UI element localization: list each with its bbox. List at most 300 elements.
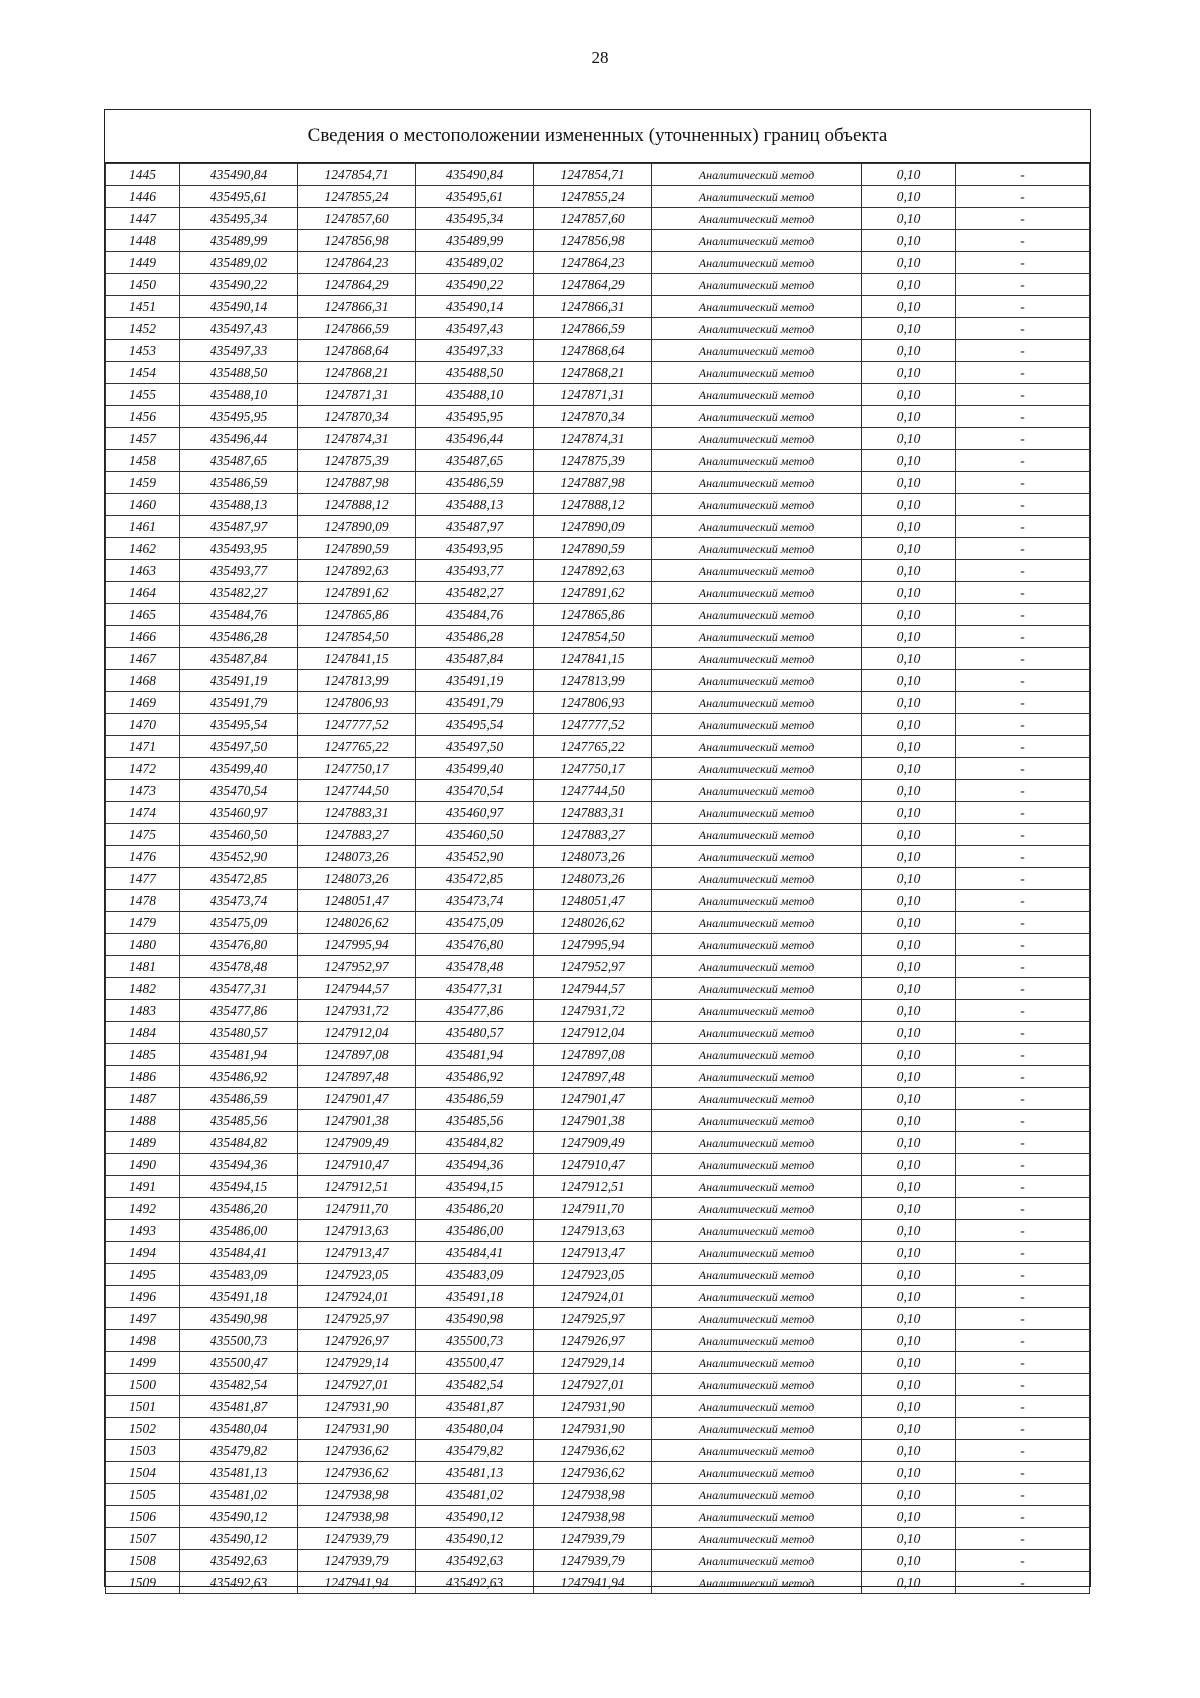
precision-cell: 0,10 [862,670,956,692]
method-cell: Аналитический метод [652,296,862,318]
method-cell: Аналитический метод [652,1110,862,1132]
method-cell: Аналитический метод [652,516,862,538]
y-old-cell: 1247765,22 [298,736,416,758]
precision-cell: 0,10 [862,384,956,406]
table-body [106,164,1090,1594]
description-cell: - [956,1308,1090,1330]
x-old-cell: 435487,65 [180,450,298,472]
table-row [106,340,1090,362]
precision-cell: 0,10 [862,714,956,736]
x-old-cell: 435490,14 [180,296,298,318]
y-new-cell: 1247890,09 [534,516,652,538]
y-new-cell: 1247871,31 [534,384,652,406]
point-number-cell: 1456 [106,406,180,428]
y-old-cell: 1247864,23 [298,252,416,274]
y-new-cell: 1247868,21 [534,362,652,384]
description-cell: - [956,340,1090,362]
x-new-cell: 435487,84 [416,648,534,670]
point-number-cell: 1493 [106,1220,180,1242]
precision-cell: 0,10 [862,912,956,934]
point-number-cell: 1507 [106,1528,180,1550]
precision-cell: 0,10 [862,1484,956,1506]
description-cell: - [956,824,1090,846]
precision-cell: 0,10 [862,1132,956,1154]
x-new-cell: 435495,61 [416,186,534,208]
description-cell: - [956,1132,1090,1154]
y-old-cell: 1247944,57 [298,978,416,1000]
precision-cell: 0,10 [862,648,956,670]
x-old-cell: 435480,57 [180,1022,298,1044]
table-row [106,758,1090,780]
method-cell: Аналитический метод [652,626,862,648]
y-old-cell: 1247941,94 [298,1572,416,1594]
point-number-cell: 1488 [106,1110,180,1132]
description-cell: - [956,1220,1090,1242]
x-old-cell: 435486,28 [180,626,298,648]
y-old-cell: 1247865,86 [298,604,416,626]
table-row [106,648,1090,670]
y-new-cell: 1247866,59 [534,318,652,340]
description-cell: - [956,516,1090,538]
y-new-cell: 1247909,49 [534,1132,652,1154]
method-cell: Аналитический метод [652,1440,862,1462]
x-old-cell: 435484,82 [180,1132,298,1154]
point-number-cell: 1484 [106,1022,180,1044]
table-row [106,494,1090,516]
point-number-cell: 1448 [106,230,180,252]
method-cell: Аналитический метод [652,1528,862,1550]
method-cell: Аналитический метод [652,824,862,846]
y-new-cell: 1247883,31 [534,802,652,824]
y-old-cell: 1247938,98 [298,1484,416,1506]
x-old-cell: 435493,95 [180,538,298,560]
y-old-cell: 1247866,59 [298,318,416,340]
precision-cell: 0,10 [862,1396,956,1418]
point-number-cell: 1469 [106,692,180,714]
table-row [106,208,1090,230]
x-new-cell: 435480,04 [416,1418,534,1440]
table-row [106,538,1090,560]
x-old-cell: 435479,82 [180,1440,298,1462]
table-caption: Сведения о местоположении измененных (уточненных) границ объекта [105,110,1090,163]
point-number-cell: 1470 [106,714,180,736]
y-new-cell: 1248051,47 [534,890,652,912]
x-old-cell: 435486,00 [180,1220,298,1242]
y-new-cell: 1247890,59 [534,538,652,560]
precision-cell: 0,10 [862,164,956,186]
table-row [106,1484,1090,1506]
point-number-cell: 1492 [106,1198,180,1220]
point-number-cell: 1496 [106,1286,180,1308]
precision-cell: 0,10 [862,868,956,890]
method-cell: Аналитический метод [652,560,862,582]
table-row [106,626,1090,648]
table-row [106,472,1090,494]
description-cell: - [956,846,1090,868]
method-cell: Аналитический метод [652,648,862,670]
y-new-cell: 1247931,90 [534,1418,652,1440]
precision-cell: 0,10 [862,450,956,472]
y-old-cell: 1247871,31 [298,384,416,406]
precision-cell: 0,10 [862,1528,956,1550]
y-new-cell: 1247912,04 [534,1022,652,1044]
x-new-cell: 435492,63 [416,1572,534,1594]
table-row [106,1418,1090,1440]
point-number-cell: 1464 [106,582,180,604]
y-old-cell: 1248051,47 [298,890,416,912]
method-cell: Аналитический метод [652,384,862,406]
y-new-cell: 1247875,39 [534,450,652,472]
precision-cell: 0,10 [862,1418,956,1440]
description-cell: - [956,1396,1090,1418]
table-row [106,604,1090,626]
y-new-cell: 1247901,47 [534,1088,652,1110]
x-old-cell: 435475,09 [180,912,298,934]
y-new-cell: 1247874,31 [534,428,652,450]
point-number-cell: 1460 [106,494,180,516]
method-cell: Аналитический метод [652,318,862,340]
y-new-cell: 1248073,26 [534,868,652,890]
method-cell: Аналитический метод [652,692,862,714]
table-row [106,1176,1090,1198]
table-row [106,956,1090,978]
precision-cell: 0,10 [862,824,956,846]
x-old-cell: 435480,04 [180,1418,298,1440]
precision-cell: 0,10 [862,230,956,252]
y-new-cell: 1247855,24 [534,186,652,208]
y-new-cell: 1247913,63 [534,1220,652,1242]
x-new-cell: 435490,14 [416,296,534,318]
table-row [106,252,1090,274]
x-old-cell: 435490,12 [180,1506,298,1528]
description-cell: - [956,296,1090,318]
point-number-cell: 1458 [106,450,180,472]
x-new-cell: 435488,13 [416,494,534,516]
x-old-cell: 435489,99 [180,230,298,252]
x-old-cell: 435473,74 [180,890,298,912]
x-new-cell: 435489,99 [416,230,534,252]
description-cell: - [956,274,1090,296]
x-old-cell: 435490,12 [180,1528,298,1550]
precision-cell: 0,10 [862,340,956,362]
table-row [106,1110,1090,1132]
y-old-cell: 1248026,62 [298,912,416,934]
method-cell: Аналитический метод [652,1352,862,1374]
x-old-cell: 435488,10 [180,384,298,406]
point-number-cell: 1457 [106,428,180,450]
description-cell: - [956,912,1090,934]
point-number-cell: 1479 [106,912,180,934]
y-new-cell: 1247931,72 [534,1000,652,1022]
y-new-cell: 1247938,98 [534,1506,652,1528]
x-old-cell: 435488,13 [180,494,298,516]
precision-cell: 0,10 [862,1572,956,1594]
y-old-cell: 1247857,60 [298,208,416,230]
x-old-cell: 435460,97 [180,802,298,824]
table-row [106,384,1090,406]
point-number-cell: 1463 [106,560,180,582]
table-row [106,1308,1090,1330]
description-cell: - [956,318,1090,340]
method-cell: Аналитический метод [652,604,862,626]
method-cell: Аналитический метод [652,494,862,516]
x-new-cell: 435477,31 [416,978,534,1000]
table-row [106,802,1090,824]
y-old-cell: 1247875,39 [298,450,416,472]
y-new-cell: 1247927,01 [534,1374,652,1396]
precision-cell: 0,10 [862,186,956,208]
description-cell: - [956,1198,1090,1220]
y-new-cell: 1247750,17 [534,758,652,780]
y-old-cell: 1247868,64 [298,340,416,362]
y-new-cell: 1247911,70 [534,1198,652,1220]
method-cell: Аналитический метод [652,582,862,604]
method-cell: Аналитический метод [652,1022,862,1044]
precision-cell: 0,10 [862,1440,956,1462]
description-cell: - [956,1242,1090,1264]
description-cell: - [956,1572,1090,1594]
method-cell: Аналитический метод [652,428,862,450]
x-new-cell: 435477,86 [416,1000,534,1022]
description-cell: - [956,1286,1090,1308]
y-new-cell: 1247938,98 [534,1484,652,1506]
x-old-cell: 435489,02 [180,252,298,274]
y-new-cell: 1247901,38 [534,1110,652,1132]
point-number-cell: 1455 [106,384,180,406]
y-old-cell: 1247952,97 [298,956,416,978]
description-cell: - [956,362,1090,384]
y-old-cell: 1247931,90 [298,1396,416,1418]
y-old-cell: 1247890,09 [298,516,416,538]
precision-cell: 0,10 [862,934,956,956]
y-new-cell: 1247925,97 [534,1308,652,1330]
precision-cell: 0,10 [862,1000,956,1022]
x-old-cell: 435477,31 [180,978,298,1000]
y-new-cell: 1247929,14 [534,1352,652,1374]
table-row [106,670,1090,692]
point-number-cell: 1489 [106,1132,180,1154]
point-number-cell: 1480 [106,934,180,956]
y-new-cell: 1247892,63 [534,560,652,582]
precision-cell: 0,10 [862,626,956,648]
y-new-cell: 1247870,34 [534,406,652,428]
x-old-cell: 435491,18 [180,1286,298,1308]
y-new-cell: 1247926,97 [534,1330,652,1352]
precision-cell: 0,10 [862,692,956,714]
method-cell: Аналитический метод [652,780,862,802]
x-new-cell: 435473,74 [416,890,534,912]
description-cell: - [956,802,1090,824]
precision-cell: 0,10 [862,582,956,604]
precision-cell: 0,10 [862,472,956,494]
x-new-cell: 435484,76 [416,604,534,626]
x-new-cell: 435488,50 [416,362,534,384]
method-cell: Аналитический метод [652,1066,862,1088]
y-new-cell: 1247924,01 [534,1286,652,1308]
description-cell: - [956,252,1090,274]
precision-cell: 0,10 [862,780,956,802]
precision-cell: 0,10 [862,406,956,428]
description-cell: - [956,1528,1090,1550]
y-new-cell: 1247923,05 [534,1264,652,1286]
method-cell: Аналитический метод [652,846,862,868]
y-new-cell: 1247944,57 [534,978,652,1000]
x-new-cell: 435484,82 [416,1132,534,1154]
method-cell: Аналитический метод [652,802,862,824]
y-old-cell: 1247910,47 [298,1154,416,1176]
y-old-cell: 1247939,79 [298,1550,416,1572]
x-old-cell: 435494,15 [180,1176,298,1198]
x-new-cell: 435486,20 [416,1198,534,1220]
precision-cell: 0,10 [862,1198,956,1220]
precision-cell: 0,10 [862,274,956,296]
description-cell: - [956,472,1090,494]
method-cell: Аналитический метод [652,406,862,428]
precision-cell: 0,10 [862,604,956,626]
precision-cell: 0,10 [862,1286,956,1308]
y-old-cell: 1247744,50 [298,780,416,802]
point-number-cell: 1447 [106,208,180,230]
x-new-cell: 435495,95 [416,406,534,428]
x-new-cell: 435491,79 [416,692,534,714]
point-number-cell: 1461 [106,516,180,538]
x-old-cell: 435486,92 [180,1066,298,1088]
x-new-cell: 435496,44 [416,428,534,450]
x-old-cell: 435497,33 [180,340,298,362]
description-cell: - [956,560,1090,582]
table-row [106,846,1090,868]
x-new-cell: 435482,27 [416,582,534,604]
precision-cell: 0,10 [862,1110,956,1132]
y-old-cell: 1247855,24 [298,186,416,208]
point-number-cell: 1490 [106,1154,180,1176]
table-row [106,1198,1090,1220]
x-new-cell: 435481,94 [416,1044,534,1066]
point-number-cell: 1473 [106,780,180,802]
x-old-cell: 435452,90 [180,846,298,868]
description-cell: - [956,604,1090,626]
table-row [106,1088,1090,1110]
x-old-cell: 435460,50 [180,824,298,846]
table-row [106,1352,1090,1374]
description-cell: - [956,736,1090,758]
method-cell: Аналитический метод [652,1396,862,1418]
x-new-cell: 435500,47 [416,1352,534,1374]
y-old-cell: 1247924,01 [298,1286,416,1308]
y-old-cell: 1247883,31 [298,802,416,824]
y-old-cell: 1247868,21 [298,362,416,384]
y-old-cell: 1247883,27 [298,824,416,846]
method-cell: Аналитический метод [652,978,862,1000]
method-cell: Аналитический метод [652,1264,862,1286]
y-old-cell: 1247911,70 [298,1198,416,1220]
method-cell: Аналитический метод [652,252,862,274]
y-new-cell: 1247912,51 [534,1176,652,1198]
description-cell: - [956,450,1090,472]
precision-cell: 0,10 [862,208,956,230]
point-number-cell: 1499 [106,1352,180,1374]
description-cell: - [956,428,1090,450]
x-old-cell: 435495,34 [180,208,298,230]
description-cell: - [956,230,1090,252]
point-number-cell: 1454 [106,362,180,384]
y-old-cell: 1247874,31 [298,428,416,450]
y-new-cell: 1247941,94 [534,1572,652,1594]
x-old-cell: 435500,73 [180,1330,298,1352]
point-number-cell: 1506 [106,1506,180,1528]
point-number-cell: 1481 [106,956,180,978]
y-old-cell: 1247927,01 [298,1374,416,1396]
y-old-cell: 1247913,63 [298,1220,416,1242]
precision-cell: 0,10 [862,516,956,538]
y-new-cell: 1247864,29 [534,274,652,296]
table-row [106,1330,1090,1352]
x-old-cell: 435495,61 [180,186,298,208]
table-row [106,1528,1090,1550]
point-number-cell: 1485 [106,1044,180,1066]
method-cell: Аналитический метод [652,1572,862,1594]
y-old-cell: 1247931,72 [298,1000,416,1022]
precision-cell: 0,10 [862,296,956,318]
x-new-cell: 435486,92 [416,1066,534,1088]
description-cell: - [956,1352,1090,1374]
method-cell: Аналитический метод [652,186,862,208]
y-new-cell: 1247897,48 [534,1066,652,1088]
table-row [106,1154,1090,1176]
description-cell: - [956,1264,1090,1286]
x-new-cell: 435493,77 [416,560,534,582]
x-new-cell: 435491,18 [416,1286,534,1308]
x-old-cell: 435490,98 [180,1308,298,1330]
table-row [106,978,1090,1000]
coordinates-table [105,163,1090,1594]
coordinates-table-frame [104,109,1091,1590]
description-cell: - [956,956,1090,978]
x-new-cell: 435460,97 [416,802,534,824]
table-row [106,1132,1090,1154]
x-new-cell: 435479,82 [416,1440,534,1462]
y-old-cell: 1247936,62 [298,1440,416,1462]
description-cell: - [956,692,1090,714]
method-cell: Аналитический метод [652,472,862,494]
point-number-cell: 1467 [106,648,180,670]
y-new-cell: 1247913,47 [534,1242,652,1264]
y-old-cell: 1247891,62 [298,582,416,604]
x-old-cell: 435484,41 [180,1242,298,1264]
y-old-cell: 1247897,08 [298,1044,416,1066]
table-row [106,868,1090,890]
y-new-cell: 1247888,12 [534,494,652,516]
x-new-cell: 435486,28 [416,626,534,648]
x-old-cell: 435495,95 [180,406,298,428]
precision-cell: 0,10 [862,736,956,758]
table-row [106,736,1090,758]
y-old-cell: 1247813,99 [298,670,416,692]
x-old-cell: 435492,63 [180,1572,298,1594]
x-new-cell: 435472,85 [416,868,534,890]
method-cell: Аналитический метод [652,274,862,296]
page-number: 28 [591,48,609,67]
x-old-cell: 435487,84 [180,648,298,670]
x-old-cell: 435497,50 [180,736,298,758]
point-number-cell: 1500 [106,1374,180,1396]
y-new-cell: 1247841,15 [534,648,652,670]
precision-cell: 0,10 [862,956,956,978]
precision-cell: 0,10 [862,758,956,780]
method-cell: Аналитический метод [652,1308,862,1330]
description-cell: - [956,1022,1090,1044]
method-cell: Аналитический метод [652,868,862,890]
